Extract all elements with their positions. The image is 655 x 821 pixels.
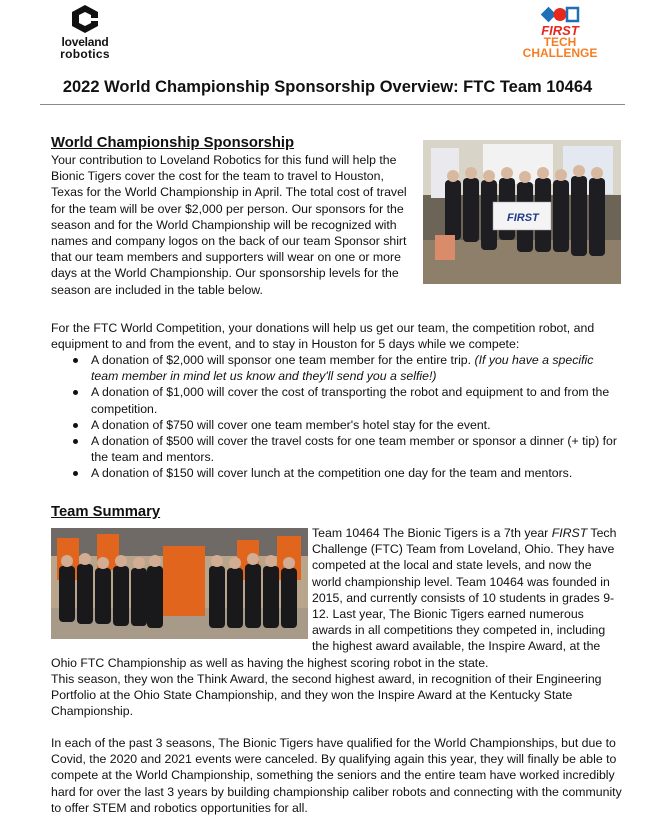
list-item (51, 352, 621, 384)
logo-first-text: FIRST (541, 23, 579, 38)
donation-text: A donation of $500 will cover the travel costs for one team member or sponsor a dinner (+ tip) for the team and mentors. (91, 434, 617, 465)
document-title: 2022 World Championship Sponsorship Overview: FTC Team 10464 (62, 78, 593, 96)
logo-left-line2: robotics (60, 47, 110, 61)
summary-text-rest: Tech Challenge (FTC) Team from Loveland, Ohio. They have competed at the local and state levels, and now the world championship level. Team 10464 was founded in 2015, and currently consists of 10 students in grades 9-12. Last year, The Bionic Tigers earned numerous awards in all competitions they competed in, including the highest award available, the Inspire Award, at the Ohio FTC Championship as well as having the highest scoring robot in the state. (51, 526, 617, 670)
list-item (51, 417, 621, 433)
loveland-robotics-icon (70, 4, 100, 34)
photo-spacer (51, 525, 312, 644)
team-photo-championship (423, 140, 621, 284)
season-awards-paragraph: This season, they won the Think Award, the second highest award, in recognition of their Engineering Portfolio at the Ohio State Championship, and they won the Inspire Award at the Kentucky State Championship. (51, 672, 602, 719)
bullet-icon (73, 423, 78, 428)
donation-text: A donation of $150 will cover lunch at the competition one day for the team and mentors. (91, 466, 573, 481)
list-item (51, 384, 621, 416)
donation-list (51, 352, 621, 482)
bullet-icon (73, 471, 78, 476)
first-tech-challenge-logo (520, 4, 600, 66)
donation-text: A donation of $1,000 will cover the cost of transporting the robot and equipment to and from the competition. (91, 385, 610, 416)
list-item (51, 433, 621, 465)
world-competition-intro: For the FTC World Competition, your donations will help us get our team, the competition robot, and equipment to and from the event, and to stay in Houston for 5 days while we compete: (51, 321, 595, 352)
logo-tech-text: TECH (543, 35, 577, 49)
bullet-icon (73, 390, 78, 395)
team-summary-heading: Team Summary (51, 504, 161, 520)
title-divider (40, 104, 625, 105)
summary-first-word: FIRST (551, 526, 588, 540)
donation-text: A donation of $2,000 will sponsor one team member for the entire trip. (91, 353, 475, 367)
team-summary-paragraph (51, 525, 623, 671)
loveland-robotics-logo (52, 4, 118, 62)
sponsorship-paragraph: Your contribution to Loveland Robotics for this fund will help the Bionic Tigers cover the cost for the team to travel to Houston, Texas for the World Championship in April. The total cost of travel for the team will be over $2,000 per person. Our sponsors for the season and for the World Championship will be recognized with names and company logos on the back of our team Sponsor shirt that our team members and supporters will wear on one or more days at the World Championship. Our sponsorship levels for the season are included in the table below. (51, 153, 407, 297)
donation-text: A donation of $750 will cover one team member's hotel stay for the event. (91, 417, 491, 432)
donation-note: (If you have a specific team member in mind let us know and they'll send you a selfie!) (91, 353, 594, 384)
logo-left-line1: loveland (61, 35, 109, 49)
summary-text-start: Team 10464 The Bionic Tigers is a 7th year (312, 526, 552, 540)
bullet-icon (73, 358, 78, 363)
photo-banner-text: FIRST (507, 212, 539, 224)
world-championship-history-paragraph: In each of the past 3 seasons, The Bionic Tigers have qualified for the World Championships, but due to Covid, the 2020 and 2021 events were canceled. By qualifying again this year, they will finally be able to compete at the World Championship, something the seniors and the entire team have worked incredibly hard for over the last 3 years by building championship caliber robots and connecting with the community to offer STEM and robotics opportunities for all. (51, 736, 622, 815)
logo-challenge-text: CHALLENGE (522, 46, 598, 60)
list-item (51, 465, 621, 481)
sponsorship-heading: World Championship Sponsorship (51, 135, 295, 151)
bullet-icon (73, 439, 78, 444)
